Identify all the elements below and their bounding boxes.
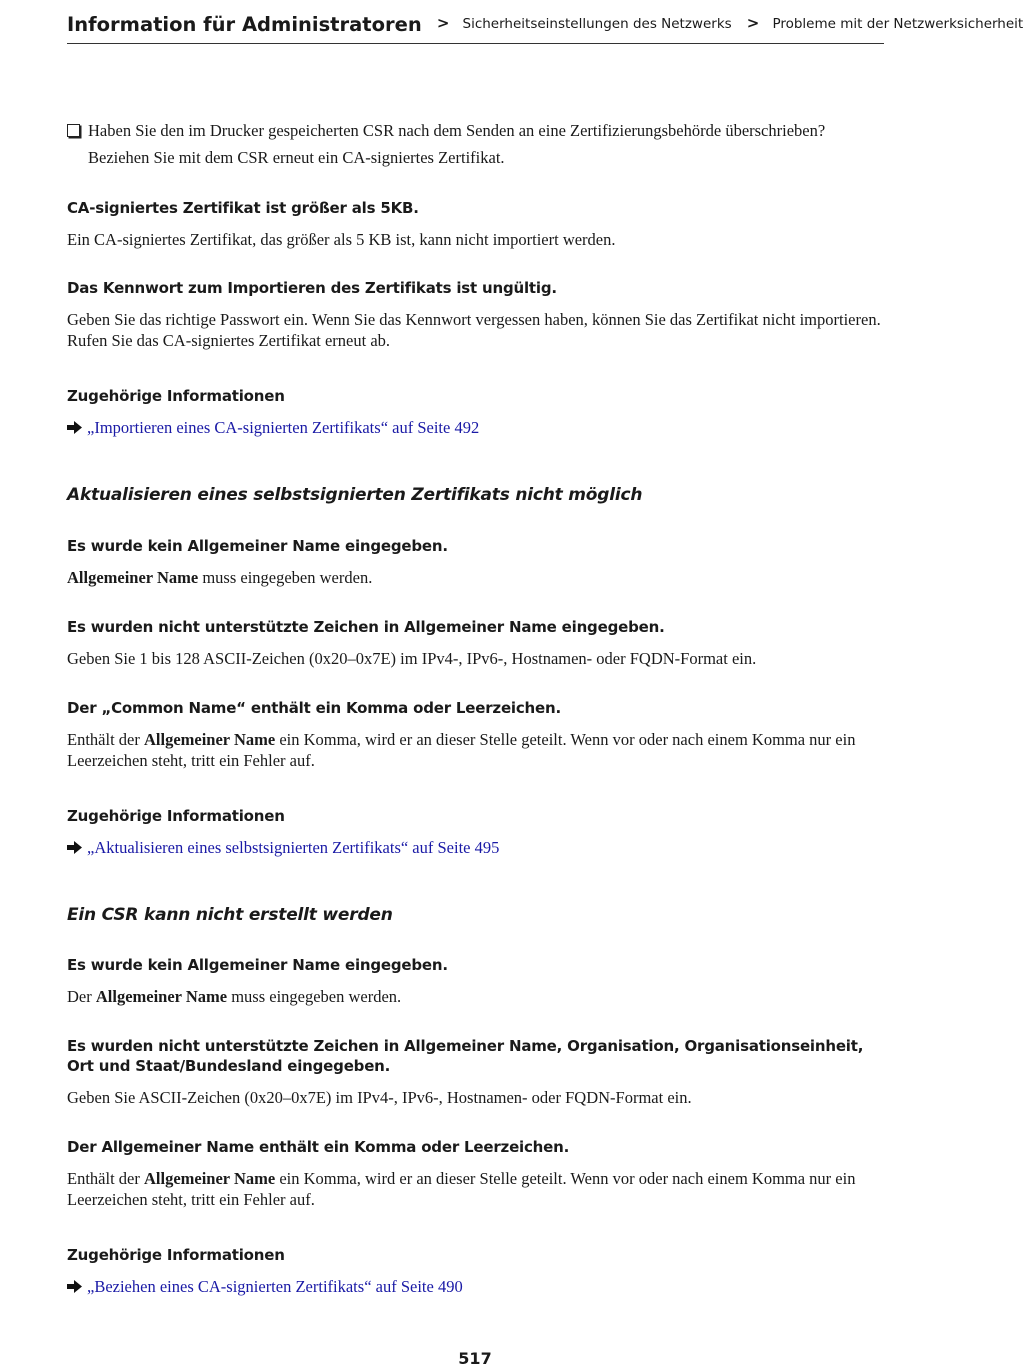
arrow-right-icon xyxy=(67,841,82,854)
section-title-update-self-signed: Aktualisieren eines selbstsignierten Zertifikats nicht möglich xyxy=(67,485,643,505)
breadcrumb-separator: > xyxy=(746,14,760,32)
page-header xyxy=(67,10,1023,44)
heading-invalid-password: Das Kennwort zum Importieren des Zertifikats ist ungültig. xyxy=(67,279,557,297)
paragraph-unsupported-chars: Geben Sie 1 bis 128 ASCII-Zeichen (0x20–0x7E) im IPv4-, IPv6-, Hostnamen- oder FQDN-Format ein. xyxy=(67,649,757,668)
checkbox-bullet-icon xyxy=(67,124,80,137)
related-info-title: Zugehörige Informationen xyxy=(67,387,285,405)
paragraph-comma-space xyxy=(67,1168,887,1210)
breadcrumb-separator: > xyxy=(436,14,450,32)
related-link-row xyxy=(67,837,887,858)
bullet-answer: Beziehen Sie mit dem CSR erneut ein CA-signiertes Zertifikat. xyxy=(88,148,505,167)
breadcrumb-item-security-problems: Probleme mit der Netzwerksicherheit xyxy=(772,16,1023,32)
link-update-self-signed-certificate[interactable]: „Aktualisieren eines selbstsignierten Zertifikats“ auf Seite 495 xyxy=(87,838,500,857)
heading-comma-space: Der Allgemeiner Name enthält ein Komma oder Leerzeichen. xyxy=(67,1138,570,1156)
bullet-item xyxy=(67,117,887,171)
paragraph-certificate-size: Ein CA-signiertes Zertifikat, das größer als 5 KB ist, kann nicht importiert werden. xyxy=(67,230,616,249)
related-info-title: Zugehörige Informationen xyxy=(67,1246,285,1264)
heading-unsupported-chars: Es wurden nicht unterstützte Zeichen in Allgemeiner Name, Organisation, Organisationseinheit, Ort und Staat/Bundesland eingegeben. xyxy=(67,1037,864,1075)
term-common-name: Allgemeiner Name xyxy=(143,730,276,749)
paragraph-no-common-name xyxy=(67,986,887,1007)
related-info-title: Zugehörige Informationen xyxy=(67,807,285,825)
paragraph-text: ein Komma, wird er an dieser Stelle geteilt. Wenn vor oder nach einem Komma nur ein Leerzeichen steht, tritt ein Fehler auf. xyxy=(67,1169,856,1209)
heading-no-common-name: Es wurde kein Allgemeiner Name eingegeben. xyxy=(67,537,448,555)
paragraph-text: muss eingegeben werden. xyxy=(227,987,402,1006)
arrow-right-icon xyxy=(67,421,82,434)
link-obtain-ca-certificate[interactable]: „Beziehen eines CA-signierten Zertifikats“ auf Seite 490 xyxy=(87,1277,463,1296)
page-number: 517 xyxy=(458,1349,492,1368)
paragraph-invalid-password: Geben Sie das richtige Passwort ein. Wenn Sie das Kennwort vergessen haben, können Sie das Zertifikat nicht importieren. Rufen Sie das CA-signiertes Zertifikat erneut ab. xyxy=(67,310,881,350)
bullet-question: Haben Sie den im Drucker gespeicherten CSR nach dem Senden an eine Zertifizierungsbehörde überschrieben? xyxy=(88,121,826,140)
paragraph-text: ein Komma, wird er an dieser Stelle geteilt. Wenn vor oder nach einem Komma nur ein Leerzeichen steht, tritt ein Fehler auf. xyxy=(67,730,856,770)
link-import-ca-certificate[interactable]: „Importieren eines CA-signierten Zertifikats“ auf Seite 492 xyxy=(87,418,480,437)
paragraph-unsupported-chars: Geben Sie ASCII-Zeichen (0x20–0x7E) im IPv4-, IPv6-, Hostnamen- oder FQDN-Format ein. xyxy=(67,1088,692,1107)
heading-unsupported-chars: Es wurden nicht unterstützte Zeichen in Allgemeiner Name eingegeben. xyxy=(67,618,665,636)
heading-comma-space: Der „Common Name“ enthält ein Komma oder Leerzeichen. xyxy=(67,699,561,717)
term-common-name: Allgemeiner Name xyxy=(143,1169,276,1188)
paragraph-text: muss eingegeben werden. xyxy=(198,568,373,587)
related-link-row xyxy=(67,1276,887,1297)
paragraph-text: Enthält der xyxy=(67,1169,144,1188)
breadcrumb-item-security-settings: Sicherheitseinstellungen des Netzwerks xyxy=(462,16,732,32)
arrow-right-icon xyxy=(67,1280,82,1293)
term-common-name: Allgemeiner Name xyxy=(67,568,199,587)
term-common-name: Allgemeiner Name xyxy=(95,987,228,1006)
related-link-row xyxy=(67,417,887,438)
section-title-csr-cannot-be-created: Ein CSR kann nicht erstellt werden xyxy=(67,905,393,925)
header-title: Information für Administratoren xyxy=(67,13,422,36)
heading-certificate-size: CA-signiertes Zertifikat ist größer als 5KB. xyxy=(67,199,419,217)
paragraph-text: Der xyxy=(67,987,96,1006)
paragraph-comma-space xyxy=(67,729,887,771)
paragraph-text: Enthält der xyxy=(67,730,144,749)
page-content xyxy=(67,117,887,1297)
paragraph-no-common-name xyxy=(67,567,887,588)
heading-no-common-name: Es wurde kein Allgemeiner Name eingegeben. xyxy=(67,956,448,974)
